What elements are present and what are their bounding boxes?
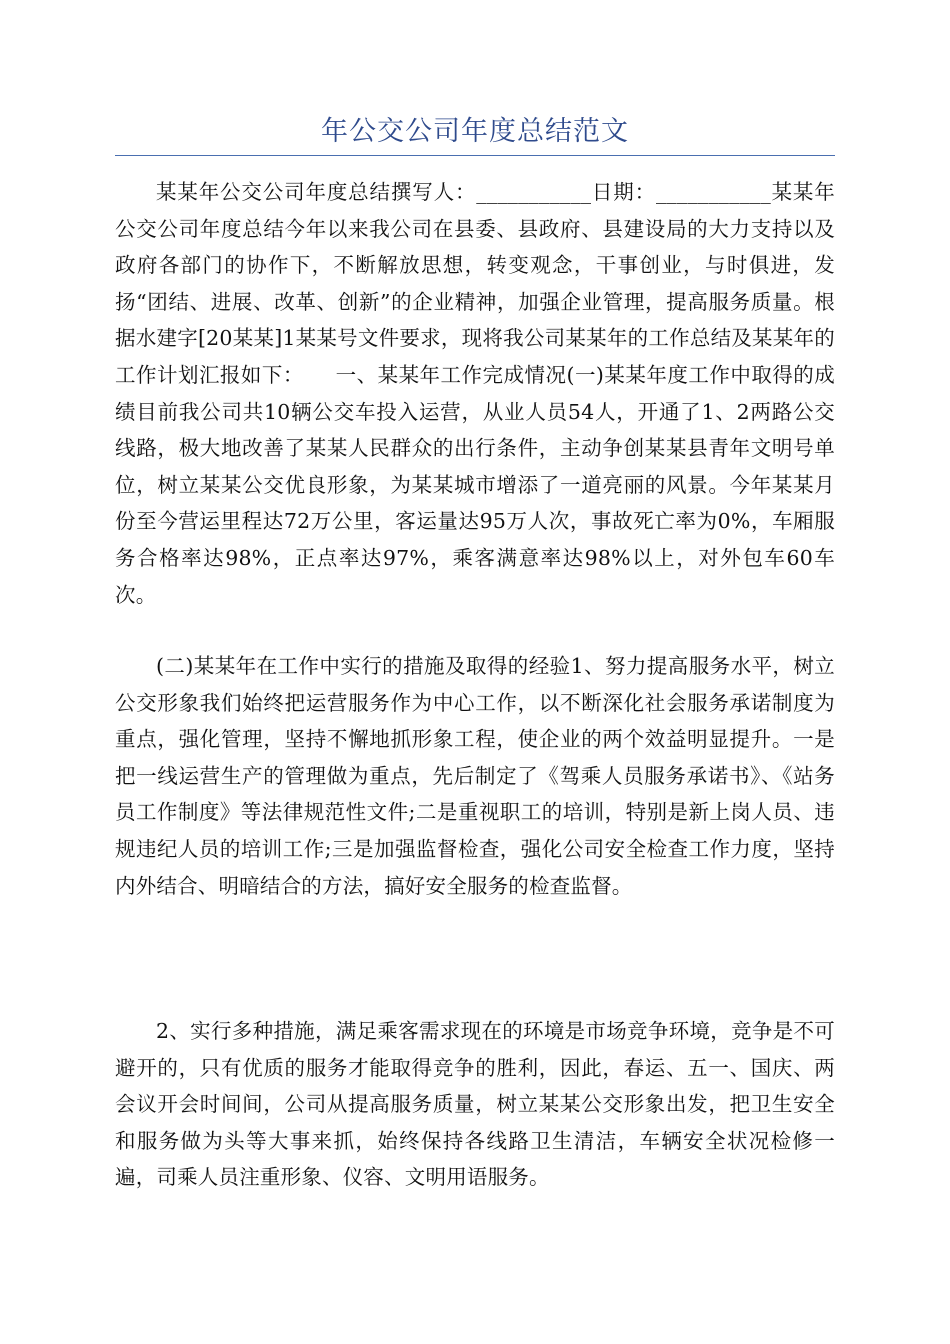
paragraph-2: (二)某某年在工作中实行的措施及取得的经验1、努力提高服务水平，树立公交形象我们始终把运营服务作为中心工作，以不断深化社会服务承诺制度为重点，强化管理，坚持不懈地抓形象工程，使企业的两个效益明显提升。一是把一线运营生产的管理做为重点，先后制定了《驾乘人员服务承诺书》、《站务员工作制度》等法律规范性文件;二是重视职工的培训，特别是新上岗人员、违规违纪人员的培训工作;三是加强监督检查，强化公司安全检查工作力度，坚持内外结合、明暗结合的方法，搞好安全服务的检查监督。 [115, 654, 835, 898]
title-underline [115, 155, 835, 156]
paragraph-3: 2、实行多种措施，满足乘客需求现在的环境是市场竞争环境，竞争是不可避开的，只有优质的服务才能取得竞争的胜利，因此，春运、五一、国庆、两会议开会时间间，公司从提高服务质量，树立某某公交形象出发，把卫生安全和服务做为头等大事来抓，始终保持各线路卫生清洁，车辆安全状况检修一遍，司乘人员注重形象、仪容、文明用语服务。 [115, 1019, 835, 1190]
paragraph-1: 某某年公交公司年度总结撰写人：___________日期：___________某某年公交公司年度总结今年以来我公司在县委、县政府、县建设局的大力支持以及政府各部门的协作下，不断解放思想，转变观念，干事创业，与时俱进，发扬“团结、进展、改革、创新”的企业精神，加强企业管理，提高服务质量。根据水建字[20某某]1某某号文件要求，现将我公司某某年的工作总结及某某年的工作计划汇报如下： 一、某某年工作完成情况(一)某某年度工作中取得的成绩目前我公司共10辆公交车投入运营，从业人员54人，开通了1、2两路公交线路，极大地改善了某某人民群众的出行条件，主动争创某某县青年文明号单位，树立某某公交优良形象，为某某城市增添了一道亮丽的风景。今年某某月份至今营运里程达72万公里，客运量达95万人次，事故死亡率为0%，车厢服务合格率达98%，正点率达97%，乘客满意率达98%以上，对外包车60车次。 [115, 180, 835, 607]
document-title: 年公交公司年度总结范文 [321, 116, 629, 147]
